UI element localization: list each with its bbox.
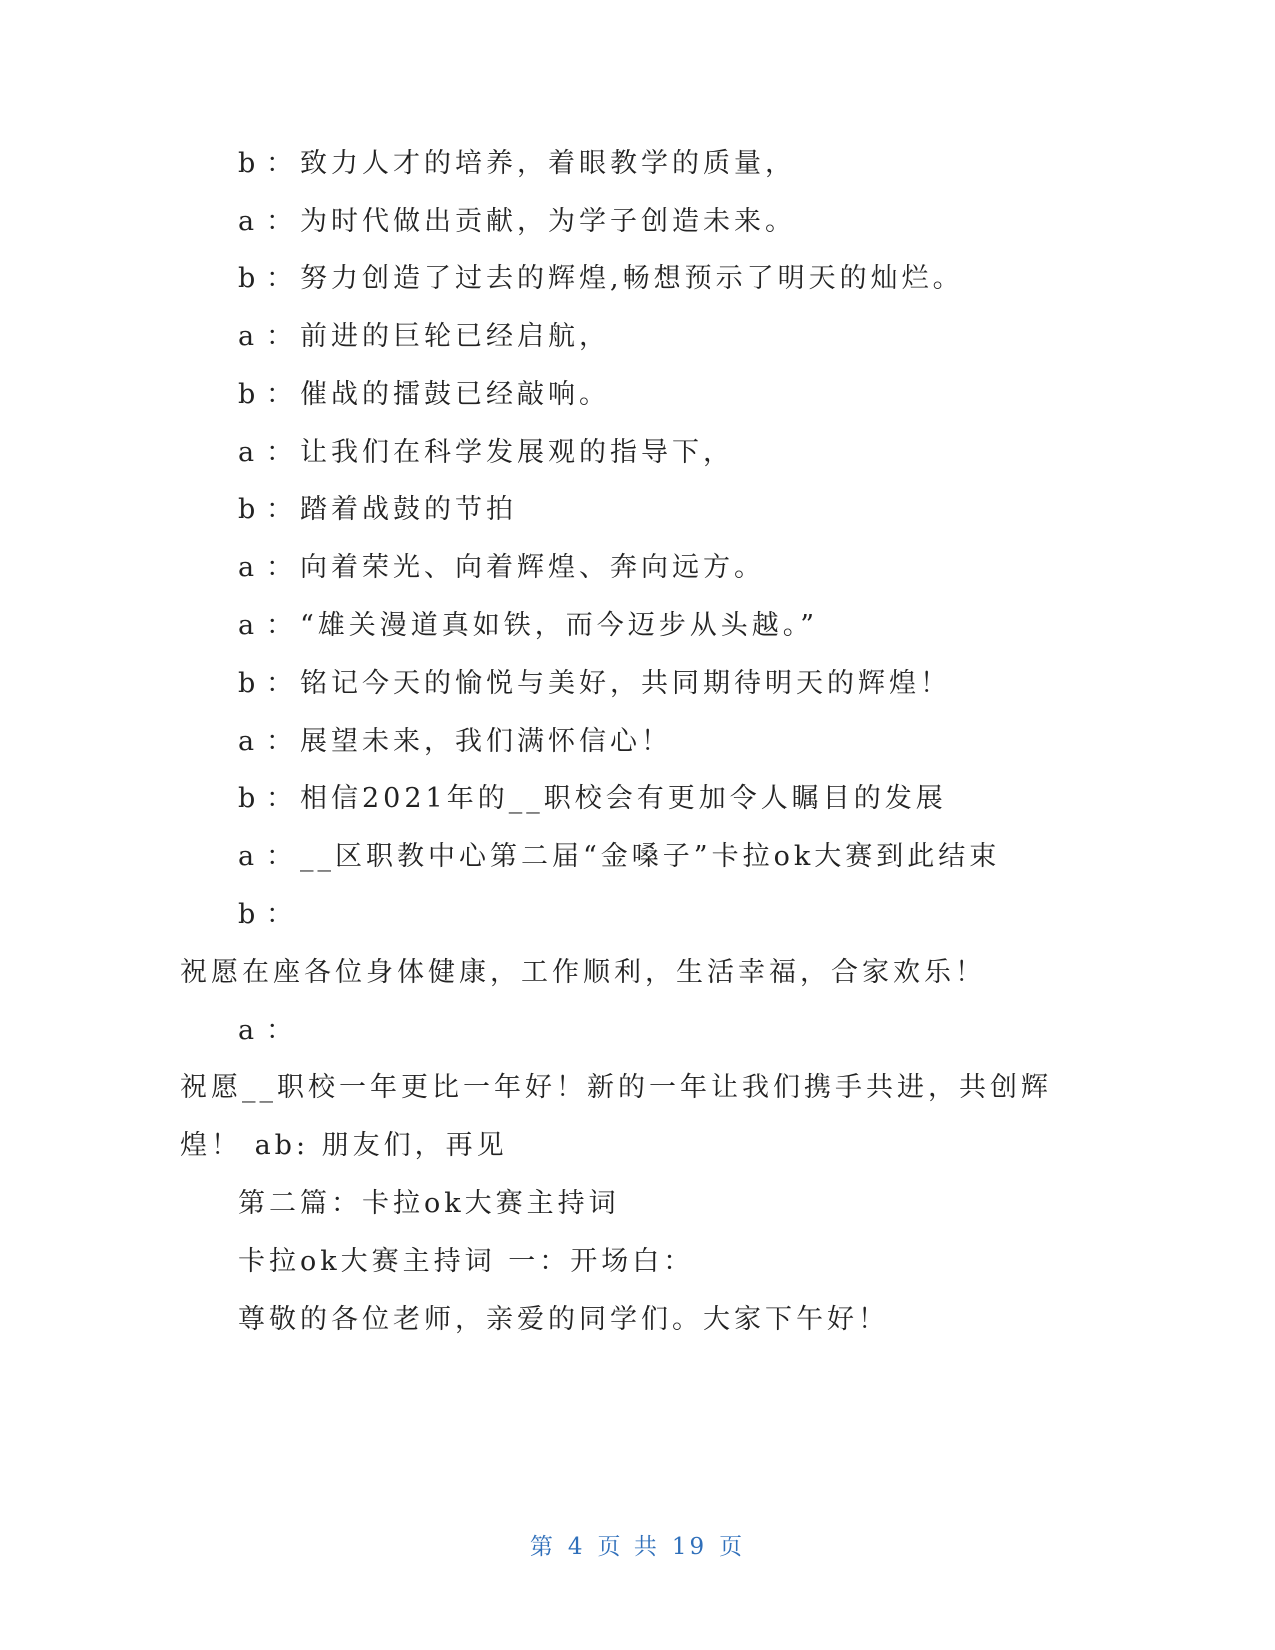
dialogue-line xyxy=(238,1013,300,1049)
speaker-colon: ： xyxy=(266,841,297,872)
dialogue-text: 前进的巨轮已经启航， xyxy=(300,321,610,352)
speaker-label: a xyxy=(238,841,259,872)
dialogue-text: 相信2021年的__职校会有更加令人瞩目的发展 xyxy=(300,783,947,814)
speaker-colon: ： xyxy=(266,552,297,583)
speaker-colon: ： xyxy=(266,1015,297,1046)
dialogue-line xyxy=(238,839,1000,875)
wish-paragraph: 祝愿在座各位身体健康，工作顺利，生活幸福，合家欢乐！ xyxy=(180,957,986,988)
speaker-label: a xyxy=(238,437,259,468)
speaker-label: b xyxy=(238,494,260,525)
speaker-label: a xyxy=(238,610,259,641)
speaker-label: a xyxy=(238,1015,259,1046)
footer-page-number: 4 xyxy=(567,1534,586,1560)
speaker-colon: ： xyxy=(266,379,297,410)
section-title: 第二篇：卡拉ok大赛主持词 xyxy=(238,1188,620,1219)
dialogue-text: 努力创造了过去的辉煌,畅想预示了明天的灿烂。 xyxy=(300,263,964,294)
speaker-colon: ： xyxy=(266,726,297,757)
dialogue-line xyxy=(238,377,610,413)
footer-suffix: 页 xyxy=(719,1534,746,1560)
dialogue-line xyxy=(238,435,734,471)
page-footer xyxy=(0,1528,1275,1561)
dialogue-line xyxy=(238,492,517,528)
dialogue-text: 为时代做出贡献，为学子创造未来。 xyxy=(300,206,796,237)
dialogue-text: 致力人才的培养，着眼教学的质量， xyxy=(300,148,796,179)
speaker-label: a xyxy=(238,206,259,237)
dialogue-line xyxy=(238,724,672,760)
dialogue-line xyxy=(238,897,300,933)
greeting-line: 尊敬的各位老师，亲爱的同学们。大家下午好！ xyxy=(238,1304,889,1335)
wish-paragraph: 煌！ ab: 朋友们，再见 xyxy=(180,1130,508,1161)
dialogue-line xyxy=(238,666,951,702)
speaker-colon: ： xyxy=(266,494,297,525)
speaker-colon: ： xyxy=(266,610,297,641)
speaker-label: a xyxy=(238,552,259,583)
dialogue-line xyxy=(238,781,947,817)
speaker-label: b xyxy=(238,148,260,179)
speaker-colon: ： xyxy=(266,148,297,179)
dialogue-text: 踏着战鼓的节拍 xyxy=(300,494,517,525)
speaker-label: a xyxy=(238,321,259,352)
dialogue-text: “雄关漫道真如铁，而今迈步从头越。” xyxy=(300,610,819,641)
dialogue-line xyxy=(238,550,765,586)
speaker-colon: ： xyxy=(266,783,297,814)
footer-prefix: 第 xyxy=(529,1534,556,1560)
speaker-label: b xyxy=(238,783,260,814)
dialogue-line xyxy=(238,608,818,644)
speaker-label: b xyxy=(238,263,260,294)
dialogue-text: 铭记今天的愉悦与美好，共同期待明天的辉煌！ xyxy=(300,668,951,699)
dialogue-line xyxy=(238,146,796,182)
speaker-label: a xyxy=(238,726,259,757)
wish-paragraph: 祝愿__职校一年更比一年好！新的一年让我们携手共进，共创辉 xyxy=(180,1072,1052,1103)
section-subtitle: 卡拉ok大赛主持词 一：开场白： xyxy=(238,1246,695,1277)
dialogue-text: __区职教中心第二届“金嗓子”卡拉ok大赛到此结束 xyxy=(300,841,1001,872)
dialogue-line xyxy=(238,204,796,240)
speaker-label: b xyxy=(238,668,260,699)
footer-middle: 页 共 xyxy=(597,1534,660,1560)
dialogue-text: 催战的擂鼓已经敲响。 xyxy=(300,379,610,410)
dialogue-line xyxy=(238,261,964,297)
speaker-colon: ： xyxy=(266,437,297,468)
dialogue-text: 向着荣光、向着辉煌、奔向远方。 xyxy=(300,552,765,583)
speaker-colon: ： xyxy=(266,668,297,699)
speaker-colon: ： xyxy=(266,321,297,352)
dialogue-text: 让我们在科学发展观的指导下， xyxy=(300,437,734,468)
footer-total-pages: 19 xyxy=(671,1534,708,1560)
dialogue-line xyxy=(238,319,610,355)
speaker-colon: ： xyxy=(266,206,297,237)
speaker-colon: ： xyxy=(266,899,297,930)
speaker-label: b xyxy=(238,379,260,410)
dialogue-text: 展望未来，我们满怀信心！ xyxy=(300,726,672,757)
speaker-colon: ： xyxy=(266,263,297,294)
speaker-label: b xyxy=(238,899,260,930)
